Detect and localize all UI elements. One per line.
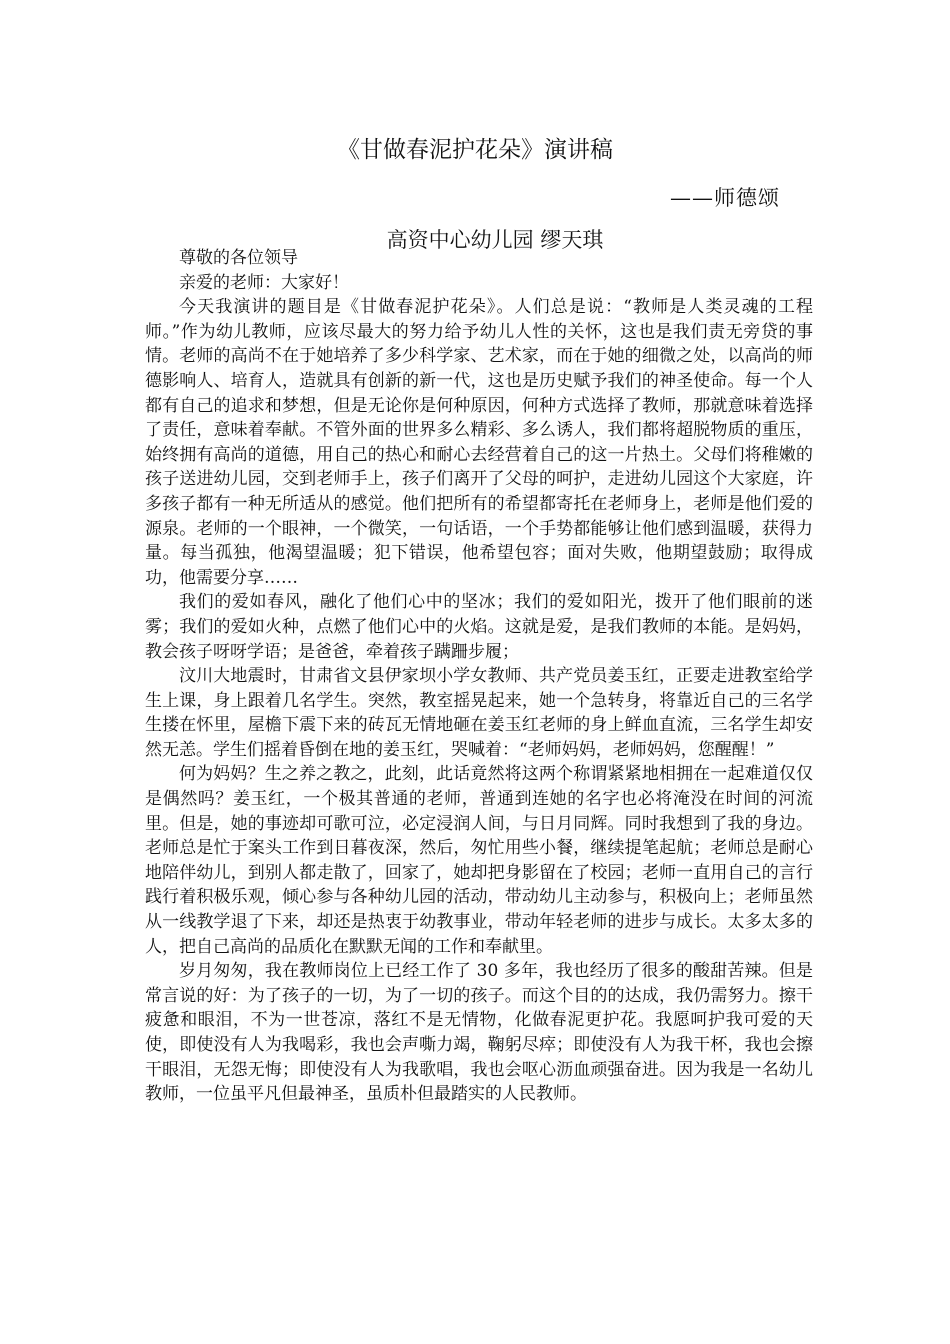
paragraph-love: 我们的爱如春风，融化了他们心中的坚冰；我们的爱如阳光，拨开了他们眼前的迷雾；我们的爱如火种，点燃了他们心中的火焰。这就是爱，是我们教师的本能。是妈妈，教会孩子呀呀学语；是爸爸，牵着孩子蹒跚步履； xyxy=(145,592,813,662)
paragraph-wenchuan: 汶川大地震时，甘肃省文县伊家坝小学女教师、共产党员姜玉红，正要走进教室给学生上课，身上跟着几名学生。突然，教室摇晃起来，她一个急转身，将靠近自己的三名学生搂在怀里，屋檐下震下来的砖瓦无情地砸在姜玉红老师的身上鲜血直流，三名学生却安然无恙。学生们摇着昏倒在地的姜玉红，哭喊着：“老师妈妈，老师妈妈，您醒醒！” xyxy=(145,666,813,760)
paragraph-conclusion: 岁月匆匆，我在教师岗位上已经工作了 30 多年，我也经历了很多的酸甜苦辣。但是常言说的好：为了孩子的一切，为了一切的孩子。而这个目的的达成，我仍需努力。擦干疲惫和眼泪，不为一世苍凉，落红不是无情物，化做春泥更护花。我愿呵护我可爱的天使，即使没有人为我喝彩，我也会声嘶力竭，鞠躬尽瘁；即使没有人为我干杯，我也会擦干眼泪，无怨无悔；即使没有人为我歌唱，我也会呕心沥血顽强奋进。因为我是一名幼儿教师，一位虽平凡但最神圣，虽质朴但最踏实的人民教师。 xyxy=(145,961,813,1105)
speech-body xyxy=(145,246,813,1107)
paragraph-intro: 今天我演讲的题目是《甘做春泥护花朵》。人们总是说：“教师是人类灵魂的工程师。”作为幼儿教师，应该尽最大的努力给予幼儿人性的关怀，这也是我们责无旁贷的事情。老师的高尚不在于她培养了多少科学家、艺术家，而在于她的细微之处，以高尚的师德影响人、培育人，造就具有创新的新一代，这也是历史赋予我们的神圣使命。每一个人都有自己的追求和梦想，但是无论你是何种原因，何种方式选择了教师，那就意味着选择了责任，意味着奉献。不管外面的世界多么精彩、多么诱人，我们都将超脱物质的重压，始终拥有高尚的道德，用自己的热心和耐心去经营着自己的这一片热土。父母们将稚嫩的孩子送进幼儿园，交到老师手上，孩子们离开了父母的呵护，走进幼儿园这个大家庭，许多孩子都有一种无所适从的感觉。他们把所有的希望都寄托在老师身上，老师是他们爱的源泉。老师的一个眼神，一个微笑，一句话语，一个手势都能够让他们感到温暖，获得力量。每当孤独，他渴望温暖；犯下错误，他希望包容；面对失败，他期望鼓励；取得成功，他需要分享…… xyxy=(145,297,813,588)
salutation-teachers: 亲爱的老师：大家好！ xyxy=(179,272,349,293)
document-title: 《甘做春泥护花朵》演讲稿 xyxy=(337,137,613,163)
salutation-leaders: 尊敬的各位领导 xyxy=(179,248,298,268)
paragraph-mother: 何为妈妈？生之养之教之，此刻，此话竟然将这两个称谓紧紧地相拥在一起难道仅仅是偶然吗？姜玉红，一个极其普通的老师，普通到连她的名字也必将淹没在时间的河流里。但是，她的事迹却可歌可泣，必定浸润人间，与日月同辉。同时我想到了我的身边。老师总是忙于案头工作到日暮夜深，然后，匆忙用些小餐，继续提笔起航；老师总是耐心地陪伴幼儿，到别人都走散了，回家了，她却把身影留在了校园；老师一直用自己的言行践行着积极乐观，倾心参与各种幼儿园的活动，带动幼儿主动参与，积极向上；老师虽然从一线教学退了下来，却还是热衷于幼教事业，带动年轻老师的进步与成长。太多太多的人，把自己高尚的品质化在默默无闻的工作和奉献里。 xyxy=(145,764,813,957)
document-subtitle: ——师德颂 xyxy=(670,186,780,210)
author-line: 高资中心幼儿园 缪天琪 xyxy=(386,228,604,252)
